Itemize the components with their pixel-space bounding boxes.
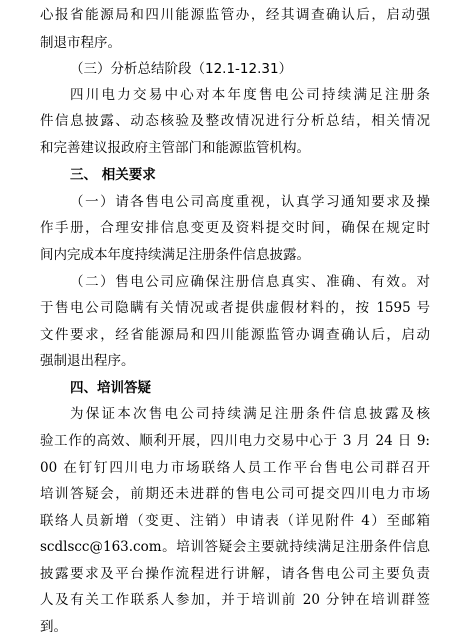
heading-requirements: 三、 相关要求 — [70, 167, 156, 183]
para-line: （二）售电公司应确保注册信息真实、准确、有效。对 — [70, 274, 430, 290]
para-line: 到。 — [40, 619, 67, 635]
section-heading-3: （三）分析总结阶段（12.1-12.31） — [70, 61, 293, 77]
para-line: 披露要求及平台操作流程进行讲解，请各售电公司主要负责 — [40, 566, 430, 582]
para-line: scdlscc@163.com。培训答疑会主要就持续满足注册条件信息 — [40, 539, 430, 555]
para-line: 强制退出程序。 — [40, 353, 135, 369]
para-line: 四川电力交易中心对本年度售电公司持续满足注册条 — [70, 87, 430, 103]
para-line: 00 在钉钉四川电力市场联络人员工作平台售电公司群召开 — [40, 460, 430, 476]
para-line: 作手册，合理安排信息变更及资料提交时间，确保在规定时 — [40, 220, 430, 236]
para-line: 件信息披露、动态核验及整改情况进行分析总结，相关情况 — [40, 113, 430, 129]
para-line: 验工作的高效、顺利开展，四川电力交易中心于 3 月 24 日 9: — [40, 433, 430, 449]
para-line: 人及有关工作联系人参加，并于培训前 20 分钟在培训群签 — [40, 592, 430, 608]
para-line: （一）请各售电公司高度重视，认真学习通知要求及操 — [70, 194, 430, 210]
para-line: 文件要求，经省能源局和四川能源监管办调查确认后，启动 — [40, 327, 430, 343]
para-line: 心报省能源局和四川能源监管办，经其调查确认后，启动强 — [40, 7, 430, 23]
para-line: 于售电公司隐瞒有关情况或者提供虚假材料的，按 1595 号 — [40, 300, 430, 316]
para-line: 制退市程序。 — [40, 35, 121, 51]
heading-training: 四、培训答疑 — [70, 380, 151, 396]
para-line: 联络人员新增（变更、注销）申请表（详见附件 4）至邮箱 — [40, 513, 430, 529]
para-line: 培训答疑会，前期还未进群的售电公司可提交四川电力市场 — [40, 486, 430, 502]
para-line: 间内完成本年度持续满足注册条件信息披露。 — [40, 247, 310, 263]
para-line: 和完善建议报政府主管部门和能源监管机构。 — [40, 140, 310, 156]
para-line: 为保证本次售电公司持续满足注册条件信息披露及核 — [70, 406, 430, 422]
